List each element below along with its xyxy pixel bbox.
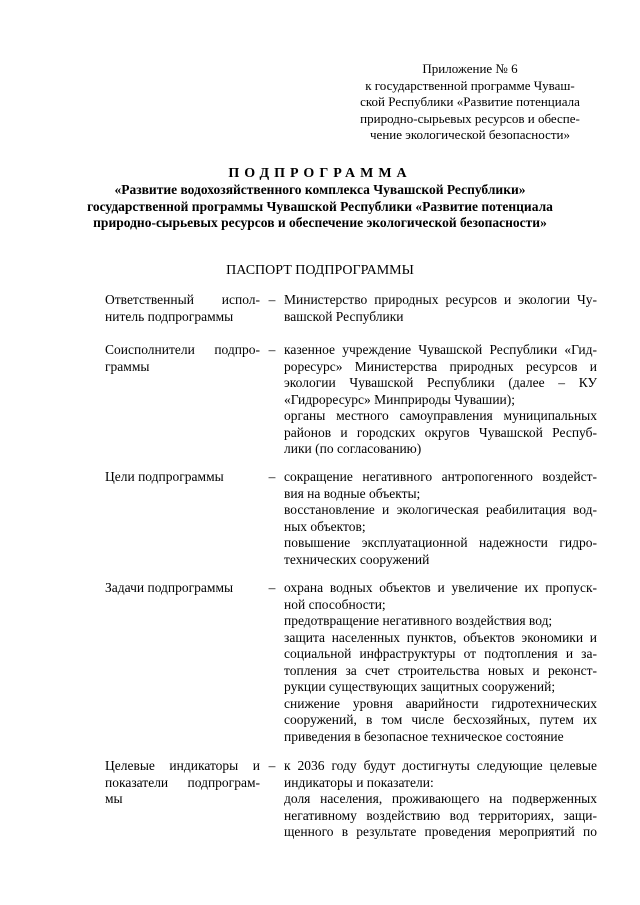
value-line: «Гидроресурс» Минприроды Чувашии); — [284, 391, 516, 407]
appendix-line: природно-сырьевых ресурсов и обеспе- — [360, 110, 580, 126]
subtitle-line: «Развитие водохозяйственного комплекса Чувашской Республики» — [114, 182, 526, 197]
value-line: индикаторы и показатели: — [284, 774, 434, 790]
appendix-note — [340, 61, 600, 144]
document-subtitle — [60, 182, 580, 232]
value-line: лики (по согласованию) — [284, 441, 422, 456]
value-line: экологии Чувашской Республики (далее – КУ — [284, 375, 597, 390]
row-dash: – — [268, 292, 276, 307]
value-line: сокращение негативного антропогенного воздейст- — [284, 469, 597, 484]
row-label — [105, 580, 260, 597]
passport-title: ПАСПОРТ ПОДПРОГРАММЫ — [226, 263, 414, 278]
appendix-line: чение экологической безопасности» — [370, 127, 570, 142]
value-line: технических сооружений — [284, 551, 430, 567]
label-line: Ответственный испол- — [105, 292, 260, 307]
subtitle-line: государственной программы Чувашской Республики «Развитие потенциала — [87, 198, 553, 214]
value-line: защита населенных пунктов, объектов экономики и — [284, 629, 597, 645]
value-line: предотвращение негативного воздействия вод; — [284, 613, 553, 628]
value-line: приведения в безопасное техническое состояние — [284, 728, 564, 744]
row-label — [105, 469, 260, 486]
row-value — [284, 469, 597, 568]
label-line: Соисполнители подпро- — [105, 342, 260, 357]
appendix-line: Приложение № 6 — [422, 61, 518, 76]
label-line: Цели подпрограммы — [105, 469, 224, 484]
value-line: социальной инфраструктуры от подтопления и за- — [284, 646, 597, 661]
value-line: щенного в результате проведения мероприятий по — [284, 824, 597, 839]
label-line: Целевые индикаторы и — [105, 758, 260, 773]
value-line: к 2036 году будут достигнуты следующие целевые — [284, 758, 597, 773]
value-line: доля населения, проживающего на подверженных — [284, 791, 597, 806]
document-heading: ПОДПРОГРАММА — [228, 166, 412, 181]
label-line: мы — [105, 791, 123, 806]
row-label — [105, 292, 260, 325]
value-line: восстановление и экологическая реабилитация вод- — [284, 502, 597, 517]
label-line: Задачи подпрограммы — [105, 580, 234, 595]
value-line: вашской Республики — [284, 308, 404, 324]
label-line: нитель подпрограммы — [105, 308, 234, 324]
row-dash: – — [268, 342, 276, 357]
appendix-line: ской Республики «Развитие потенциала — [360, 94, 580, 109]
value-line: негативному воздействию вод территориях, защи- — [284, 807, 597, 823]
row-dash: – — [268, 580, 276, 595]
label-line: граммы — [105, 358, 150, 374]
value-line: охрана водных объектов и увеличение их пропуск- — [284, 580, 597, 595]
row-dash: – — [268, 758, 276, 773]
row-value — [284, 758, 597, 841]
value-line: вия на водные объекты; — [284, 485, 421, 501]
value-line: сооружений, в том числе бесхозяйных, путем их — [284, 712, 597, 727]
value-line: рукции существующих защитных сооружений; — [284, 679, 556, 694]
value-line: снижение уровня аварийности гидротехнических — [284, 695, 597, 711]
value-line: рорecypc» Министерства природных ресурсов и — [284, 358, 597, 374]
row-value — [284, 292, 597, 325]
value-line: органы местного самоуправления муниципальных — [284, 408, 597, 423]
row-value — [284, 580, 597, 745]
appendix-line: к государственной программе Чуваш- — [365, 77, 575, 93]
label-line: показатели подпрограм- — [105, 774, 260, 790]
value-line: повышение эксплуатационной надежности гидро- — [284, 535, 597, 550]
row-label — [105, 758, 260, 808]
row-dash: – — [268, 469, 276, 484]
value-line: Министерство природных ресурсов и экологии Чу- — [284, 292, 597, 307]
subtitle-line: природно-сырьевых ресурсов и обеспечение экологической безопасности» — [93, 215, 547, 230]
row-label — [105, 342, 260, 375]
value-line: казенное учреждение Чувашской Республики «Гид- — [284, 342, 597, 357]
value-line: топления за счет строительства новых и реконст- — [284, 662, 597, 678]
value-line: районов и городских округов Чувашской Респуб- — [284, 424, 597, 440]
value-line: ных объектов; — [284, 518, 366, 534]
row-value — [284, 342, 597, 458]
value-line: ной способности; — [284, 596, 386, 612]
